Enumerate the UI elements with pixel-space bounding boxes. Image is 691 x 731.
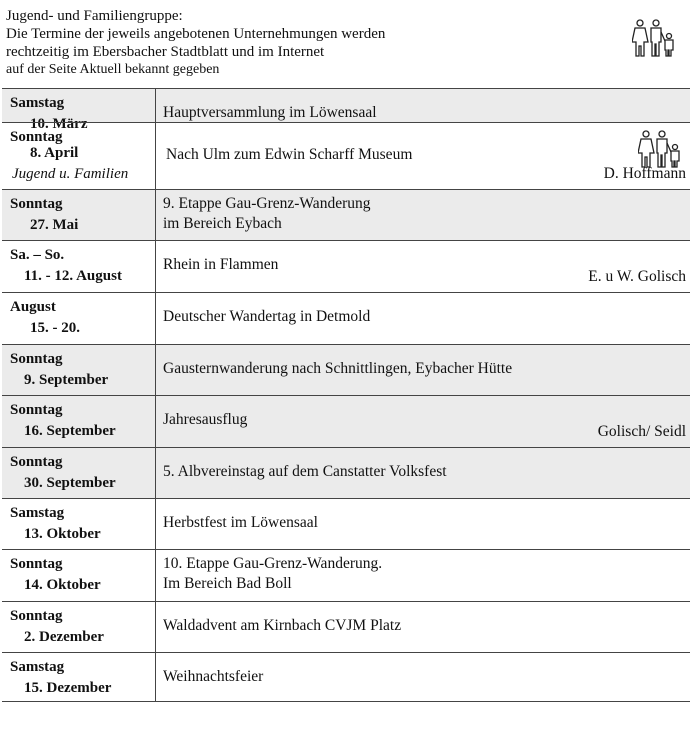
event-row: [2, 652, 690, 702]
event-day: Sonntag: [10, 454, 63, 470]
event-date: [2, 241, 156, 292]
event-day: Sonntag: [10, 556, 63, 572]
event-description-line: Rhein in Flammen: [163, 256, 279, 273]
event-row: [2, 395, 690, 447]
event-date: [2, 499, 156, 549]
event-row: [2, 122, 690, 189]
event-date-text: 16. September: [24, 423, 116, 439]
intro-line: Die Termine der jeweils angebotenen Unternehmungen werden: [6, 26, 386, 42]
event-date-text: 15. Dezember: [24, 680, 112, 696]
event-row: [2, 498, 690, 549]
event-description-line: Im Bereich Bad Boll: [163, 575, 292, 592]
event-date: [2, 550, 156, 601]
event-row: [2, 601, 690, 652]
event-row: [2, 240, 690, 292]
event-date: [2, 396, 156, 447]
intro-line: auf der Seite Aktuell bekannt gegeben: [6, 62, 220, 77]
event-description: [163, 513, 318, 533]
event-date: [2, 602, 156, 652]
event-table: [2, 88, 690, 702]
event-description: [163, 554, 382, 594]
event-date-text: 15. - 20.: [30, 320, 80, 336]
event-date-text: 11. - 12. August: [24, 268, 122, 284]
event-day: Sa. – So.: [10, 247, 65, 263]
event-day: Sonntag: [10, 129, 63, 145]
event-description-line: Deutscher Wandertag in Detmold: [163, 308, 371, 325]
event-description: [163, 194, 370, 234]
event-audience: Jugend u. Familien: [12, 166, 129, 182]
event-date: [2, 293, 156, 344]
event-row: [2, 189, 690, 240]
event-day: Samstag: [10, 505, 65, 521]
event-day: Samstag: [10, 95, 65, 111]
event-row: [2, 88, 690, 132]
event-day: Sonntag: [10, 608, 63, 624]
event-description: [163, 667, 263, 687]
event-date-text: 2. Dezember: [24, 629, 104, 645]
event-row: [2, 549, 690, 601]
event-organizer: E. u W. Golisch: [588, 268, 686, 285]
event-date: [2, 448, 156, 498]
event-description-line: Gausternwanderung nach Schnittlingen, Eybacher Hütte: [163, 360, 513, 377]
event-description-line: 5. Albvereinstag auf dem Canstatter Volksfest: [163, 463, 447, 480]
event-description-line: Nach Ulm zum Edwin Scharff Museum: [166, 146, 413, 163]
event-date: [2, 190, 156, 240]
event-day: Samstag: [10, 659, 65, 675]
event-date: [2, 653, 156, 701]
event-description-line: Jahresausflug: [163, 411, 248, 428]
event-row: [2, 447, 690, 498]
event-description-line: Hauptversammlung im Löwensaal: [163, 104, 377, 121]
event-description-line: 10. Etappe Gau-Grenz-Wanderung.: [163, 555, 383, 572]
event-description-line: 9. Etappe Gau-Grenz-Wanderung: [163, 195, 371, 212]
family-icon: [638, 129, 684, 169]
event-day: Sonntag: [10, 196, 63, 212]
event-description-line: im Bereich Eybach: [163, 215, 282, 232]
event-date: [2, 89, 156, 132]
event-date-text: 30. September: [24, 475, 116, 491]
event-day: Sonntag: [10, 402, 63, 418]
event-organizer: Golisch/ Seidl: [597, 423, 686, 440]
event-date-text: 27. Mai: [30, 217, 79, 233]
event-description: [166, 145, 412, 165]
event-description: [163, 359, 512, 379]
event-description-line: Waldadvent am Kirnbach CVJM Platz: [163, 617, 402, 634]
event-date-text: 9. September: [24, 372, 109, 388]
event-date-text: 10. März: [30, 116, 88, 132]
event-description: [163, 307, 370, 327]
event-description: [163, 255, 278, 275]
intro-line: rechtzeitig im Ebersbacher Stadtblatt und im Internet: [6, 44, 325, 60]
event-organizer: D. Hoffmann: [603, 165, 686, 182]
event-date: [2, 345, 156, 395]
event-row: [2, 344, 690, 395]
event-description: [163, 103, 377, 123]
event-day: August: [10, 299, 56, 315]
event-date-text: 14. Oktober: [24, 577, 101, 593]
event-date-text: 13. Oktober: [24, 526, 101, 542]
event-row: [2, 292, 690, 344]
intro-heading: Jugend- und Familiengruppe:: [6, 8, 183, 24]
event-description: [163, 616, 401, 636]
event-day: Sonntag: [10, 351, 63, 367]
family-icon: [632, 18, 678, 58]
event-date-text: 8. April: [30, 145, 79, 161]
event-description-line: Herbstfest im Löwensaal: [163, 514, 318, 531]
event-date: [2, 123, 156, 189]
event-description: [163, 462, 447, 482]
intro-text: [6, 7, 566, 79]
event-description: [163, 410, 247, 430]
event-description-line: Weihnachtsfeier: [163, 668, 264, 685]
